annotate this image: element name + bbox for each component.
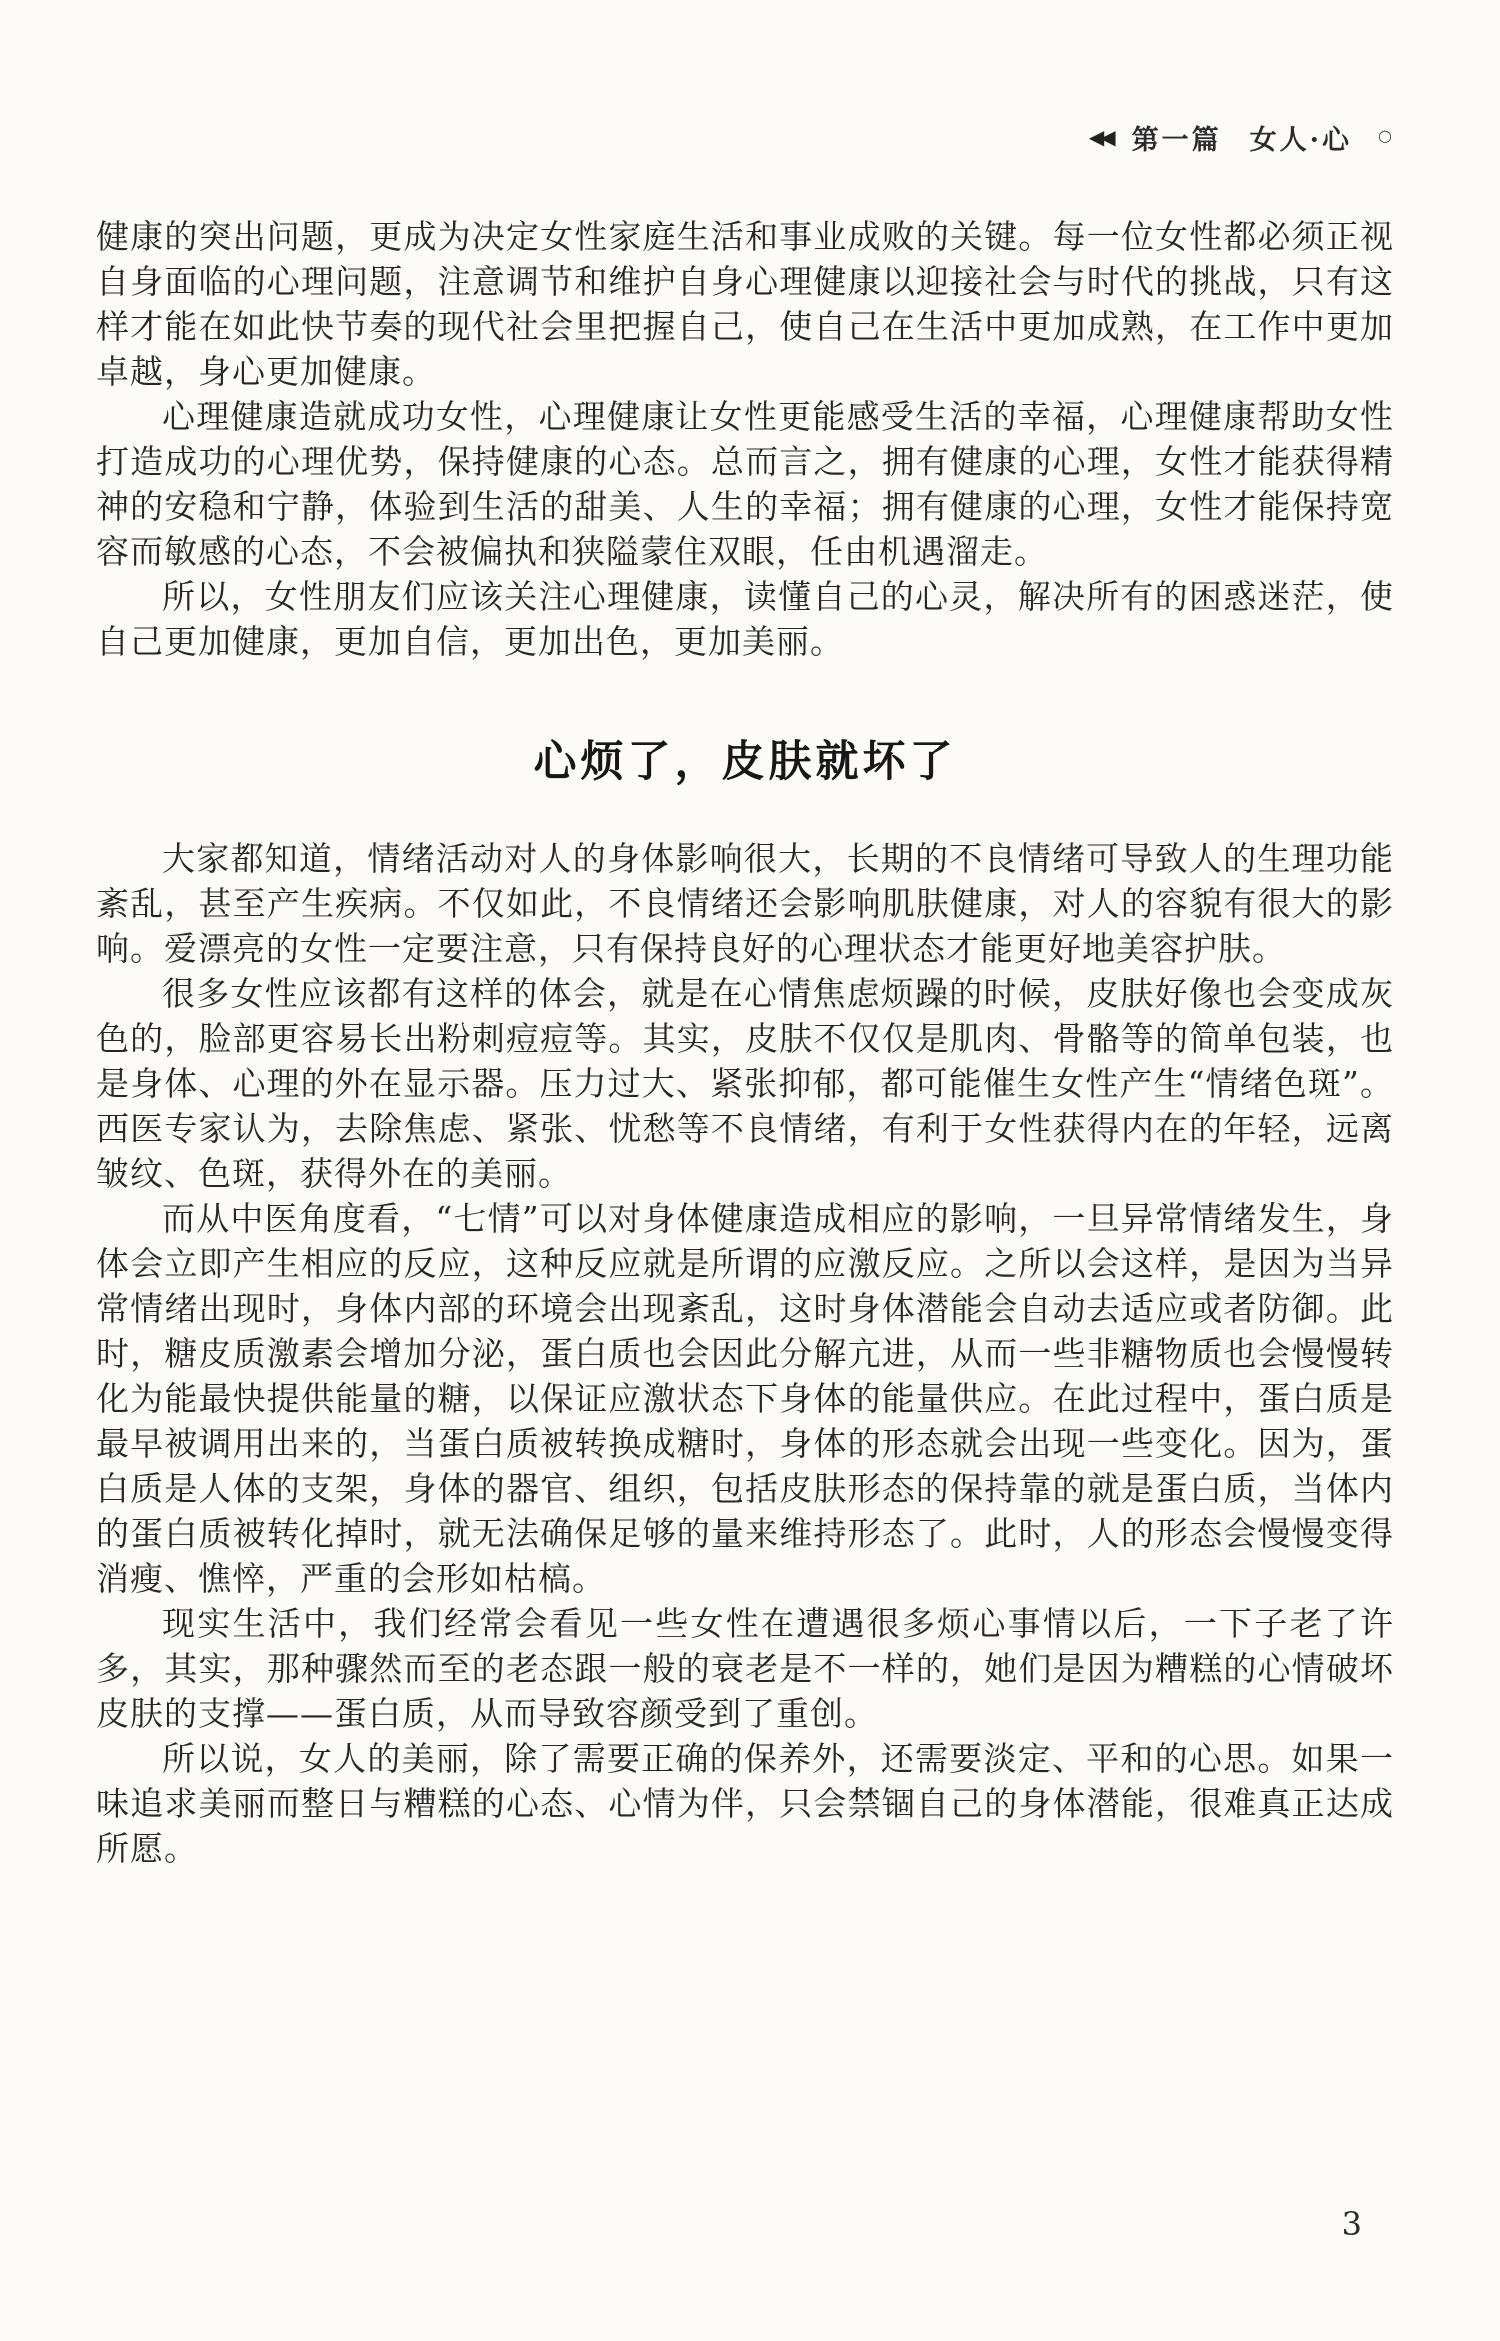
paragraph: 现实生活中，我们经常会看见一些女性在遭遇很多烦心事情以后，一下子老了许多，其实，那种骤然而至的老态跟一般的衰老是不一样的，她们是因为糟糕的心情破坏皮肤的支撑——蛋白质，从而导致容颜受到了重创。	[96, 1604, 1394, 1733]
paragraph: 所以，女性朋友们应该关注心理健康，读懂自己的心灵，解决所有的困惑迷茫，使自己更加健康，更加自信，更加出色，更加美丽。	[96, 577, 1394, 661]
paragraph: 健康的突出问题，更成为决定女性家庭生活和事业成败的关键。每一位女性都必须正视自身面临的心理问题，注意调节和维护自身心理健康以迎接社会与时代的挑战，只有这样才能在如此快节奏的现代社会里把握自己，使自己在生活中更加成熟，在工作中更加卓越，身心更加健康。	[96, 217, 1394, 391]
paragraph: 大家都知道，情绪活动对人的身体影响很大，长期的不良情绪可导致人的生理功能紊乱，甚至产生疾病。不仅如此，不良情绪还会影响肌肤健康，对人的容貌有很大的影响。爱漂亮的女性一定要注意，只有保持良好的心理状态才能更好地美容护肤。	[96, 839, 1394, 968]
paragraph: 所以说，女人的美丽，除了需要正确的保养外，还需要淡定、平和的心思。如果一味追求美丽而整日与糟糕的心态、心情为伴，只会禁锢自己的身体潜能，很难真正达成所愿。	[96, 1739, 1394, 1868]
paragraph: 而从中医角度看，“七情”可以对身体健康造成相应的影响，一旦异常情绪发生，身体会立即产生相应的反应，这种反应就是所谓的应激反应。之所以会这样，是因为当异常情绪出现时，身体内部的环境会出现紊乱，这时身体潜能会自动去适应或者防御。此时，糖皮质激素会增加分泌，蛋白质也会因此分解亢进，从而一些非糖物质也会慢慢转化为能最快提供能量的糖，以保证应激状态下身体的能量供应。在此过程中，蛋白质是最早被调用出来的，当蛋白质被转换成糖时，身体的形态就会出现一些变化。因为，蛋白质是人体的支架，身体的器官、组织，包括皮肤形态的保持靠的就是蛋白质，当体内的蛋白质被转化掉时，就无法确保足够的量来维持形态了。此时，人的形态会慢慢变得消瘦、憔悴，严重的会形如枯槁。	[96, 1199, 1394, 1598]
chapter-title: 女人·心	[1249, 125, 1353, 156]
part-title: 第一篇	[1131, 125, 1222, 156]
paragraph: 很多女性应该都有这样的体会，就是在心情焦虑烦躁的时候，皮肤好像也会变成灰色的，脸部更容易长出粉刺痘痘等。其实，皮肤不仅仅是肌肉、骨骼等的简单包装，也是身体、心理的外在显示器。压力过大、紧张抑郁，都可能催生女性产生“情绪色斑”。西医专家认为，去除焦虑、紧张、忧愁等不良情绪，有利于女性获得内在的年轻，远离皱纹、色斑，获得外在的美丽。	[96, 974, 1394, 1193]
paragraph: 心理健康造就成功女性，心理健康让女性更能感受生活的幸福，心理健康帮助女性打造成功的心理优势，保持健康的心态。总而言之，拥有健康的心理，女性才能获得精神的安稳和宁静，体验到生活的甜美、人生的幸福；拥有健康的心理，女性才能保持宽容而敏感的心态，不会被偏执和狭隘蒙住双眼，任由机遇溜走。	[96, 397, 1394, 571]
page-content	[96, 214, 1394, 1871]
page-number: 3	[1341, 2205, 1362, 2243]
circle-icon: ○	[1378, 126, 1392, 145]
section-title: 心烦了，皮肤就坏了	[533, 737, 957, 787]
running-header	[1089, 118, 1392, 157]
double-left-arrow-icon: ◀◀	[1088, 124, 1112, 149]
